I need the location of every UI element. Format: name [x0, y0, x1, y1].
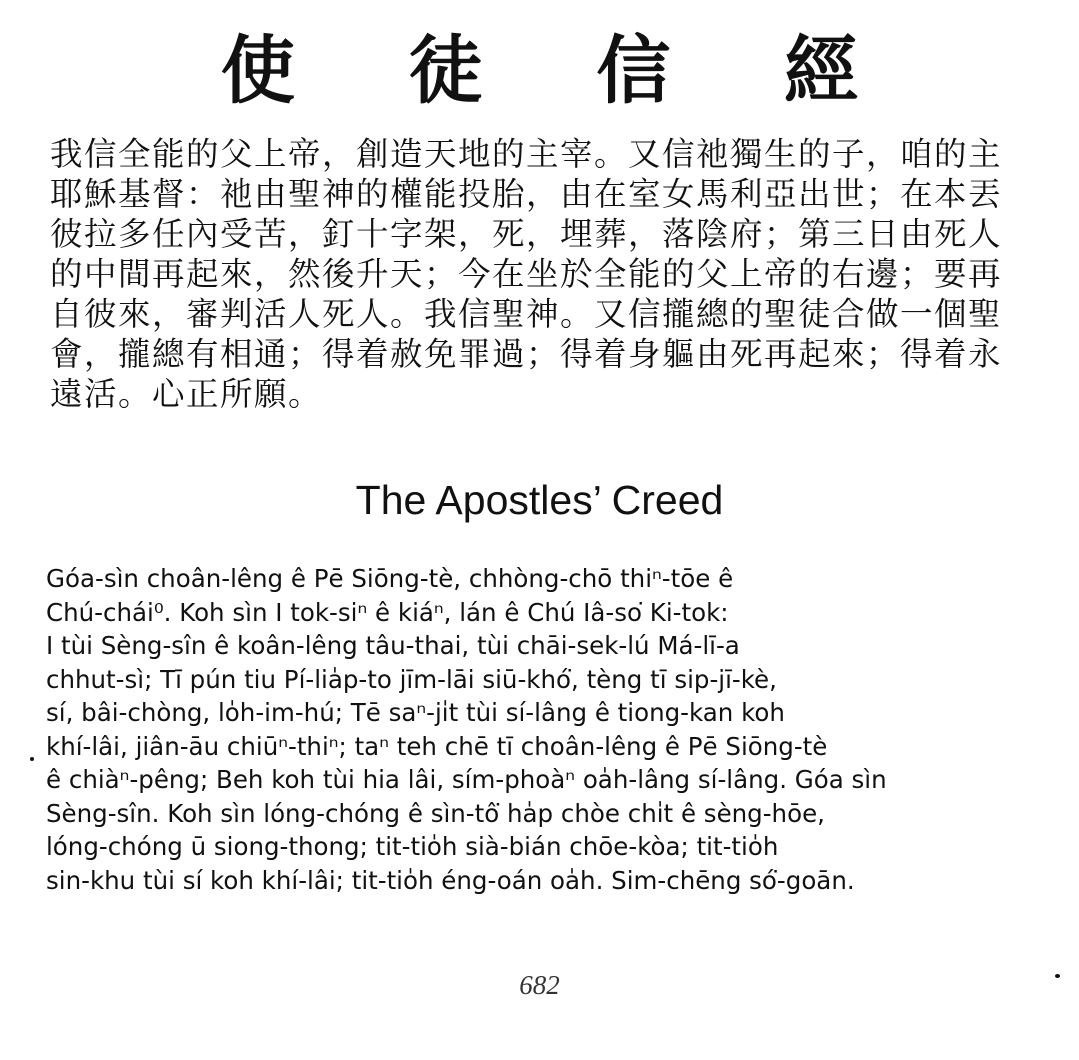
romanized-line: Sèng-sîn. Koh sìn lóng-chóng ê sìn-tô͘ ha̍p chòe chi̍t ê sèng-hōe,: [46, 798, 825, 828]
romanized-creed-text: [46, 562, 1056, 897]
chinese-line: 遠活。心正所願。: [50, 375, 323, 413]
chinese-line: 彼拉多任內受苦，釘十字架，死，埋葬，落陰府；第三日由死人: [50, 215, 1003, 253]
romanized-line: ê chiàⁿ-pêng; Beh koh tùi hia lâi, sím-phoàⁿ oa̍h-lâng sí-lâng. Góa sìn: [46, 765, 887, 794]
romanized-line: sí, bâi-chòng, lo̍h-im-hú; Tē saⁿ-ji̍t tùi sí-lâng ê tiong-kan koh: [46, 698, 785, 727]
english-title: The Apostles’ Creed: [355, 477, 724, 523]
chinese-title: 使 徒 信 經: [220, 28, 903, 114]
page-number: 682: [519, 970, 560, 1000]
romanized-line: I tùi Sèng-sîn ê koân-lêng tâu-thai, tùi chāi-sek-lú Má-lī-a: [46, 631, 740, 660]
chinese-line: 我信全能的父上帝，創造天地的主宰。又信祂獨生的子，咱的主: [50, 135, 1003, 173]
romanized-line: khí-lâi, jiân-āu chiūⁿ-thiⁿ; taⁿ teh chē tī choân-lêng ê Pē Siōng-tè: [46, 731, 828, 761]
romanized-line: Chú-chái⁰. Koh sìn I tok-siⁿ ê kiáⁿ, lán ê Chú Iâ-so͘ Ki-tok:: [46, 597, 729, 627]
chinese-line: 的中間再起來，然後升天；今在坐於全能的父上帝的右邊；要再: [50, 255, 1003, 293]
romanized-line: sin-khu tùi sí koh khí-lâi; tit-tio̍h éng-oán oa̍h. Sim-chēng só͘-goān.: [46, 865, 855, 895]
chinese-line: 耶穌基督：祂由聖神的權能投胎，由在室女馬利亞出世；在本丟: [50, 175, 1003, 213]
romanized-line: chhut-sì; Tī pún tiu Pí-lia̍p-to jīm-lāi siū-khó͘, tèng tī sip-jī-kè,: [46, 664, 777, 694]
scan-speck: [1055, 974, 1060, 978]
romanized-line: Góa-sìn choân-lêng ê Pē Siōng-tè, chhòng-chō thiⁿ-tōe ê: [46, 564, 734, 593]
chinese-creed-text: [50, 134, 1050, 414]
romanized-line: lóng-chóng ū siong-thong; tit-tio̍h sià-bián chōe-kòa; tit-tio̍h: [46, 832, 779, 861]
chinese-line: 自彼來，審判活人死人。我信聖神。又信攏總的聖徒合做一個聖: [50, 295, 1003, 333]
chinese-line: 會，攏總有相通；得着赦免罪過；得着身軀由死再起來；得着永: [50, 335, 1003, 373]
scan-speck: [30, 757, 34, 761]
